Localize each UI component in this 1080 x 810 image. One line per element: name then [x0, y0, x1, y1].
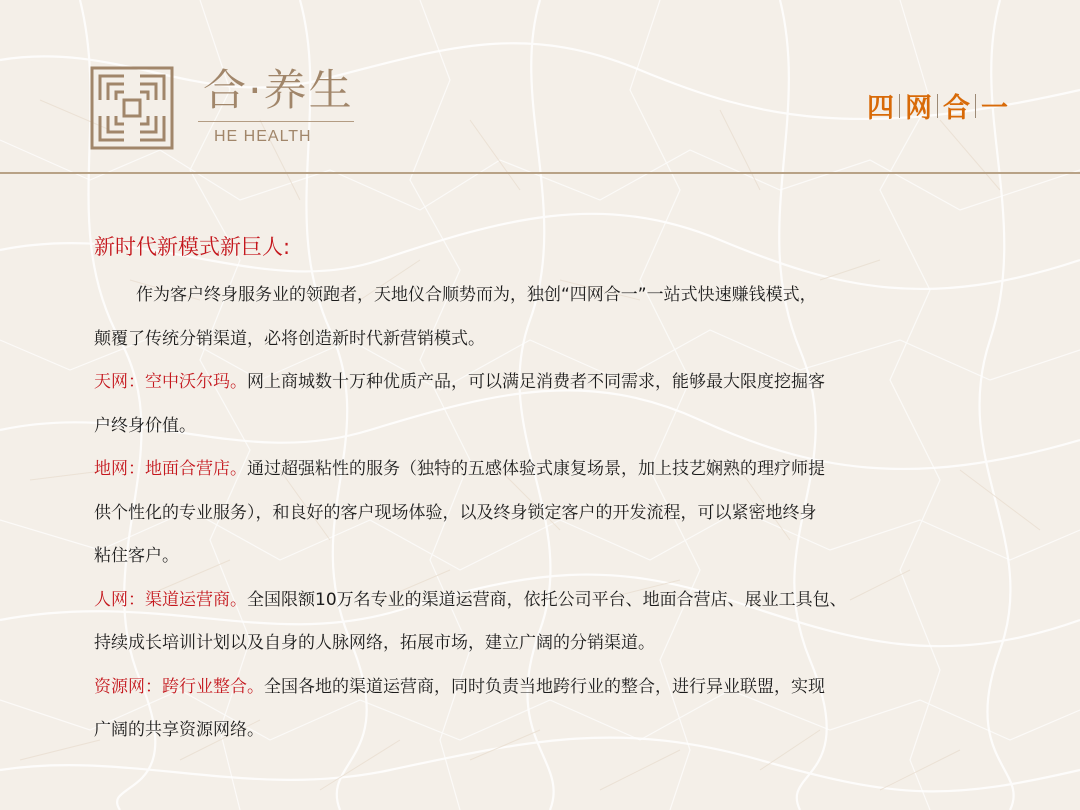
- brand-underline: [198, 121, 354, 122]
- intro-paragraph-line: 作为客户终身服务业的领跑者，天地仪合顺势而为，独创“四网合一”一站式快速赚钱模式，: [136, 285, 817, 305]
- item-label: 资源网：跨行业整合。: [94, 676, 264, 697]
- item-text: 全国限额10万名专业的渠道运营商，依托公司平台、地面合营店、展业工具包、: [247, 589, 847, 610]
- di-wang-item: [94, 448, 1014, 492]
- title-separator: [975, 94, 976, 118]
- section-title-char: 一: [981, 93, 1008, 124]
- resource-net-item-line: 广阔的共享资源网络。: [94, 720, 264, 740]
- slide-body: [94, 228, 1014, 753]
- item-label: 天网：空中沃尔玛。: [94, 372, 247, 392]
- section-title-char: 合: [943, 93, 970, 124]
- tian-wang-item-line: 户终身价值。: [94, 415, 196, 436]
- intro-paragraph-line: 颠覆了传统分销渠道，必将创造新时代新营销模式。: [94, 328, 485, 349]
- logo-emblem-icon: [90, 66, 174, 150]
- ren-wang-item-line: 持续成长培训计划以及自身的人脉网络，拓展市场，建立广阔的分销渠道。: [94, 633, 655, 653]
- tian-wang-item: [94, 361, 1014, 405]
- slide-header: [0, 0, 1080, 172]
- ren-wang-item: [94, 579, 1014, 623]
- item-label: 人网：渠道运营商。: [94, 589, 247, 610]
- content-heading: 新时代新模式新巨人:: [94, 235, 291, 259]
- title-separator: [899, 94, 900, 118]
- section-title-char: 网: [905, 93, 932, 124]
- di-wang-item-line: 粘住客户。: [94, 546, 179, 566]
- resource-net-item: [94, 666, 1014, 710]
- section-title: [867, 86, 1008, 125]
- item-label: 地网：地面合营店。: [94, 459, 247, 479]
- brand-name: 合·养生: [203, 66, 354, 116]
- item-text: 通过超强粘性的服务（独特的五感体验式康复场景，加上技艺娴熟的理疗师提: [247, 459, 825, 479]
- di-wang-item-line: 供个性化的专业服务），和良好的客户现场体验，以及终身锁定客户的开发流程，可以紧密地终身: [94, 502, 817, 523]
- item-text: 网上商城数十万种优质产品，可以满足消费者不同需求，能够最大限度挖掘客: [247, 372, 825, 392]
- section-title-char: 四: [867, 93, 894, 124]
- item-text: 全国各地的渠道运营商，同时负责当地跨行业的整合，进行异业联盟，实现: [264, 676, 825, 697]
- header-divider: [0, 172, 1080, 174]
- title-separator: [937, 94, 938, 118]
- brand-subtitle: HE HEALTH: [214, 128, 312, 145]
